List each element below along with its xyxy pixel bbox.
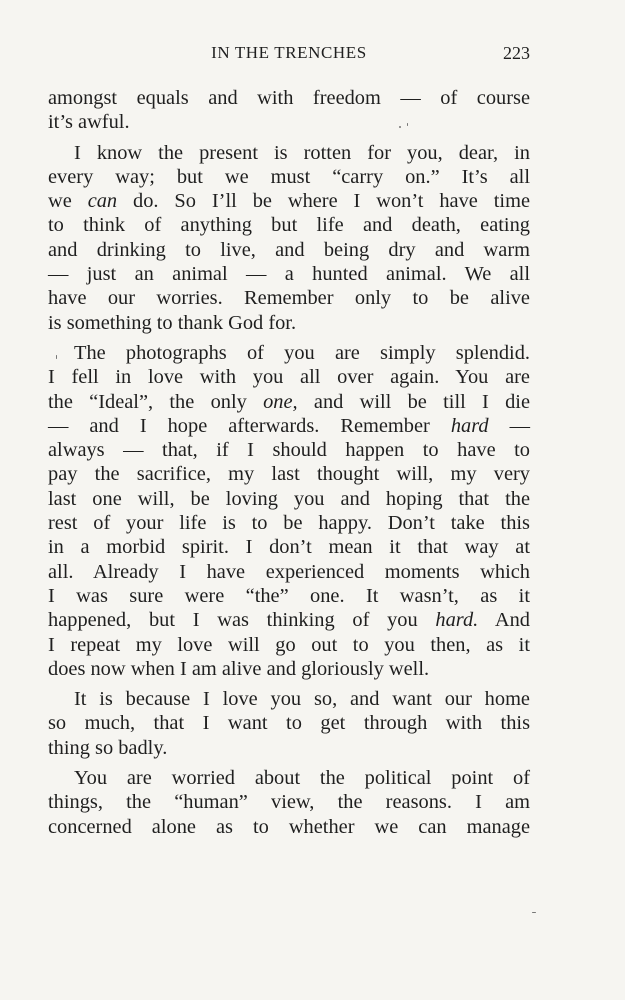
text-line: it’s awful. <box>48 111 130 134</box>
italic-text: hard. <box>435 609 479 632</box>
text-line: It is because I love you so, and want our home <box>74 688 530 711</box>
text-line: amongst equals and with freedom — of course <box>48 87 530 109</box>
paragraph <box>48 766 530 839</box>
text-line: is something to thank God for. <box>48 311 297 334</box>
paper-speck <box>399 126 401 128</box>
running-head: IN THE TRENCHES <box>211 43 367 62</box>
paragraph <box>48 687 530 760</box>
text-line <box>48 189 530 213</box>
text-segment: And <box>478 609 530 632</box>
text-line: I repeat my love will go out to you then, as it <box>48 633 530 656</box>
text-line: does now when I am alive and gloriously well. <box>48 657 430 680</box>
text-line: last one will, be loving you and hoping that the <box>48 487 530 510</box>
italic-text: can <box>87 190 118 213</box>
text-line: always — that, if I should happen to have to <box>48 439 530 462</box>
text-line: pay the sacrifice, my last thought will, my very <box>48 463 530 486</box>
text-line: thing so badly. <box>48 736 168 759</box>
text-line: rest of your life is to be happy. Don’t take this <box>48 512 530 535</box>
paragraph <box>48 86 530 135</box>
paper-speck <box>532 912 536 913</box>
text-line: I fell in love with you all over again. You are <box>48 366 530 389</box>
paragraph <box>48 141 530 335</box>
text-line: I was sure were “the” one. It wasn’t, as it <box>48 584 530 607</box>
text-line: all. Already I have experienced moments which <box>48 560 530 583</box>
page-header <box>48 41 530 71</box>
text-segment: we <box>48 190 88 213</box>
text-segment: do. So I’ll be where I won’t have time <box>117 190 530 213</box>
text-line <box>48 390 530 414</box>
text-line: concerned alone as to whether we can manage <box>48 815 530 838</box>
body-text <box>48 86 530 839</box>
text-segment: — <box>488 414 530 437</box>
text-line <box>48 414 530 438</box>
paper-speck <box>56 355 57 359</box>
text-line: in a morbid spirit. I don’t mean it that way at <box>48 536 530 559</box>
text-line: have our worries. Remember only to be alive <box>48 287 530 310</box>
text-line: so much, that I want to get through with this <box>48 712 530 735</box>
text-line: things, the “human” view, the reasons. I am <box>48 791 530 814</box>
paragraph <box>48 341 530 681</box>
text-line <box>48 608 530 632</box>
text-line: The photographs of you are simply splendid. <box>74 341 530 364</box>
paper-speck <box>407 123 408 126</box>
text-segment: happened, but I was thinking of you <box>48 609 436 632</box>
text-segment: and will be till I die <box>297 390 530 413</box>
text-line: I know the present is rotten for you, dear, in <box>74 141 530 164</box>
text-line: — just an animal — a hunted animal. We all <box>48 263 530 286</box>
italic-text: one, <box>263 390 298 413</box>
text-line: to think of anything but life and death, eating <box>48 214 530 237</box>
page-number: 223 <box>503 43 530 63</box>
text-segment: — and I hope afterwards. Remember <box>48 414 451 437</box>
italic-text: hard <box>450 414 489 437</box>
text-line: You are worried about the political point of <box>74 767 530 790</box>
text-segment: the “Ideal”, the only <box>48 390 264 413</box>
text-line: and drinking to live, and being dry and warm <box>48 238 530 261</box>
text-line: every way; but we must “carry on.” It’s all <box>48 165 530 188</box>
